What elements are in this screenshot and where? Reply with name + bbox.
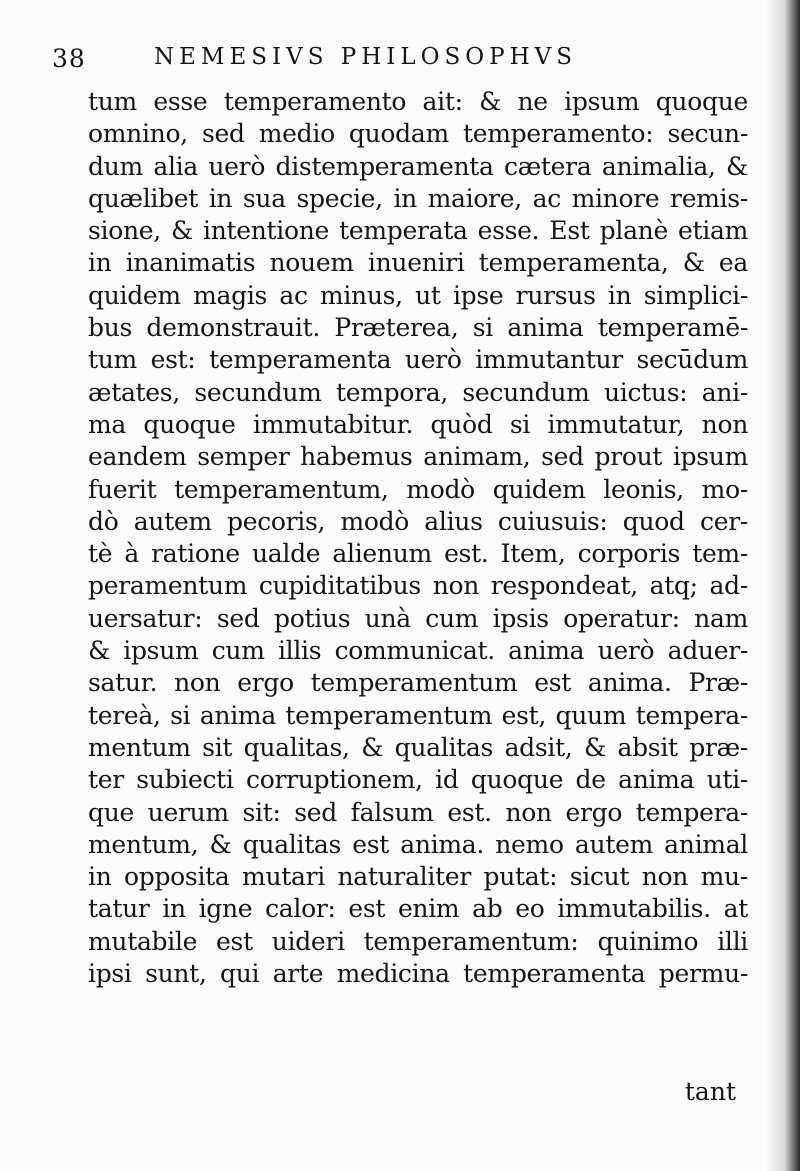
page-edge-shadow [766,0,800,1171]
text-line: tè à ratione ualde alienum est. Item, corporis tem- [88,539,748,569]
text-line: tum esse temperamento ait: & ne ipsum quoque [88,87,748,116]
running-head: NEMESIVS PHILOSOPHVS [154,44,578,70]
text-line: in opposita mutari naturaliter putat: sicut non mu- [88,862,748,892]
text-line: ætates, secundum tempora, secundum uictus: ani- [88,377,748,407]
text-line: dum alia uerò distemperamenta cætera animalia, & [88,151,748,181]
text-line: in inanimatis nouem inueniri temperamenta, & ea [88,248,748,278]
text-line: mutabile est uideri temperamentum: quinimo illi [88,926,748,956]
text-line: peramentum cupiditatibus non respondeat, atq; ad- [88,571,748,601]
text-line: dò autem pecoris, modò alius cuiusuis: quod cer- [88,506,748,536]
page-number: 38 [52,44,86,73]
text-line: ter subiecti corruptionem, id quoque de anima uti- [88,765,748,795]
text-line: uersatur: sed potius unà cum ipsis operatur: nam [88,603,748,633]
text-line: omnino, sed medio quodam temperamento: secun- [88,119,748,149]
text-line: mentum sit qualitas, & qualitas adsit, & absit præ- [88,732,748,762]
text-line: quidem magis ac minus, ut ipse rursus in simplici- [88,280,748,310]
text-line: bus demonstrauit. Præterea, si anima temperamē- [88,313,748,343]
text-line: satur. non ergo temperamentum est anima. Præ- [88,668,748,698]
text-line: fuerit temperamentum, modò quidem leonis, mo- [88,474,748,504]
text-line: tatur in igne calor: est enim ab eo immutabilis. at [88,894,748,924]
text-line: quælibet in sua specie, in maiore, ac minore remis- [88,183,748,213]
catchword: tant [684,1077,736,1106]
text-line: que uerum sit: sed falsum est. non ergo tempera- [88,797,748,827]
text-line: ipsi sunt, qui arte medicina temperamenta permu- [88,959,748,989]
text-line: & ipsum cum illis communicat. anima uerò aduer- [88,636,748,666]
body-text [88,86,748,990]
text-line: tum est: temperamenta uerò immutantur secūdum [88,345,748,375]
text-line: eandem semper habemus animam, sed prout ipsum [88,442,748,472]
text-line: mentum, & qualitas est anima. nemo autem animal [88,829,748,859]
text-line: sione, & intentione temperata esse. Est planè etiam [88,216,748,246]
text-line: tereà, si anima temperamentum est, quum tempera- [88,700,748,730]
page-header [52,38,692,78]
text-line: ma quoque immutabitur. quòd si immutatur, non [88,409,748,439]
